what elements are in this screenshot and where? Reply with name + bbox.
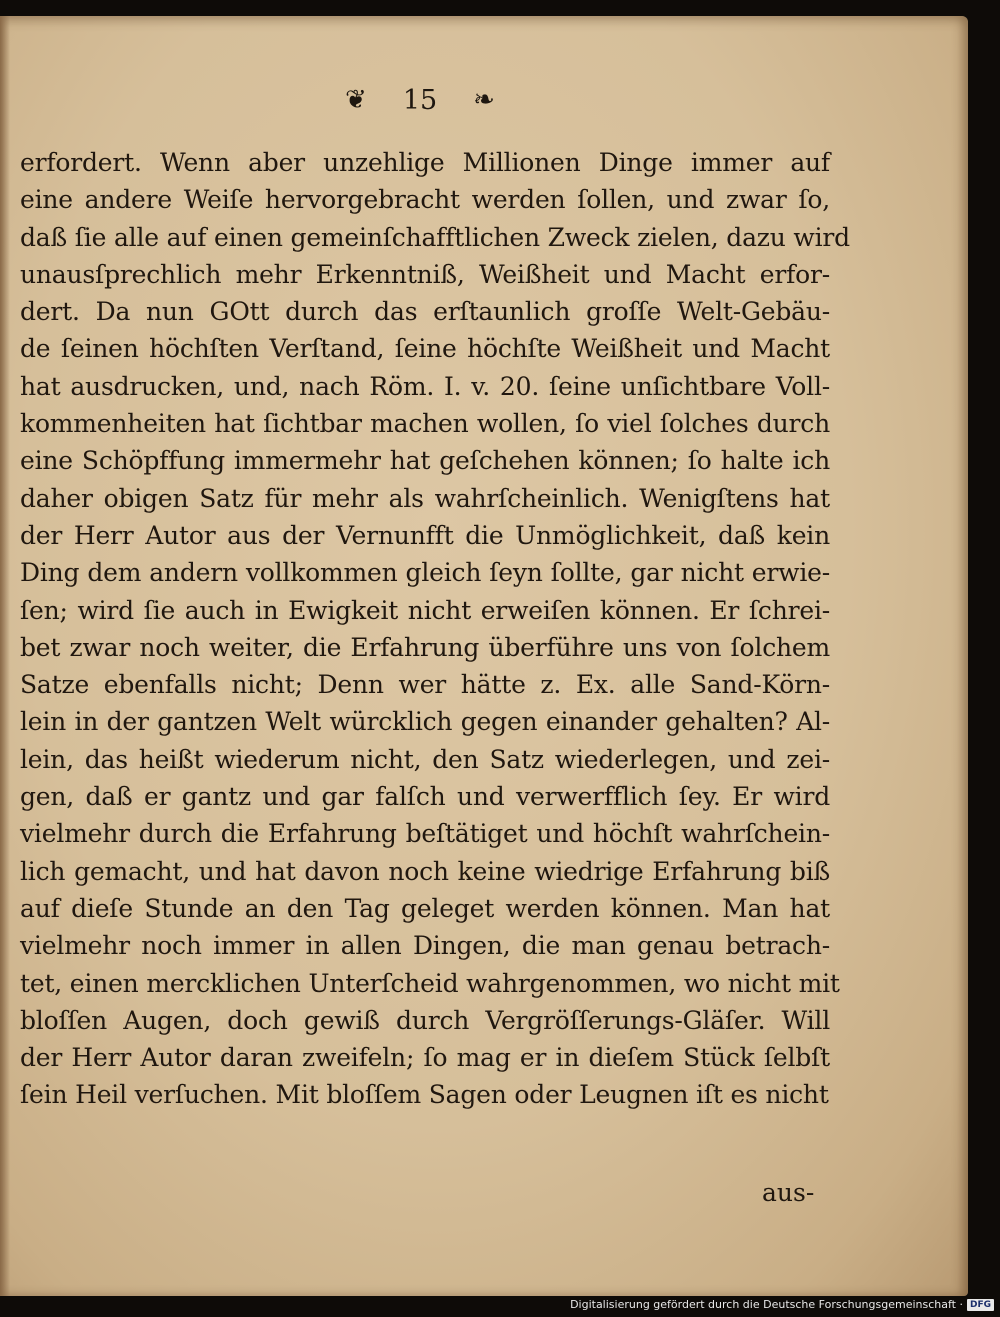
text-line: lich gemacht, und hat davon noch keine wiedrige Erfahrung biß — [20, 856, 830, 886]
digitization-credit — [570, 1298, 994, 1311]
text-line: dert. Da nun GOtt durch das erſtaunlich groſſe Welt-Gebäu- — [20, 297, 830, 327]
text-line: eine Schöpffung immermehr hat geſchehen können; ſo halte ich — [20, 446, 830, 476]
page-gutter-shadow — [0, 16, 10, 1296]
ornament-left-icon: ❦ — [345, 85, 367, 115]
catchword: aus- — [762, 1178, 815, 1207]
text-line: daß ſie alle auf einen gemeinſchafftlichen Zweck zielen, dazu wird — [20, 222, 850, 252]
text-line: ſein Heil verſuchen. Mit bloſſem Sagen oder Leugnen iſt es nicht — [20, 1080, 829, 1110]
dfg-logo-icon: DFG — [967, 1299, 994, 1311]
page-header — [300, 80, 540, 120]
text-line: gen, daß er gantz und gar falſch und verwerfflich ſey. Er wird — [20, 782, 830, 812]
text-line: der Herr Autor daran zweifeln; ſo mag er in dieſem Stück ſelbſt — [20, 1043, 830, 1073]
text-line: unausſprechlich mehr Erkenntniß, Weißheit und Macht erfor- — [20, 259, 830, 289]
text-line: bloſſen Augen, doch gewiß durch Vergröſſerungs-Gläſer. Will — [20, 1005, 830, 1035]
page-number: 15 — [402, 84, 438, 116]
text-line: ſen; wird ſie auch in Ewigkeit nicht erweiſen können. Er ſchrei- — [20, 595, 830, 625]
credit-text: Digitalisierung gefördert durch die Deutsche Forschungsgemeinschaft · — [570, 1298, 963, 1311]
text-line: Satze ebenfalls nicht; Denn wer hätte z. Ex. alle Sand-Körn- — [20, 670, 830, 700]
text-line: vielmehr durch die Erfahrung beſtätiget und höchſt wahrſchein- — [20, 819, 830, 849]
text-line: auf dieſe Stunde an den Tag geleget werden können. Man hat — [20, 893, 830, 923]
text-line: eine andere Weiſe hervorgebracht werden ſollen, und zwar ſo, — [20, 185, 830, 215]
book-page — [0, 16, 968, 1296]
body-text — [20, 144, 850, 1114]
text-line: tet, einen mercklichen Unterſcheid wahrgenommen, wo nicht mit — [20, 968, 840, 998]
text-line: lein, das heißt wiederum nicht, den Satz wiederlegen, und zei- — [20, 744, 830, 774]
text-line: erfordert. Wenn aber unzehlige Millionen Dinge immer auf — [20, 148, 830, 177]
text-line: de ſeinen höchſten Verſtand, ſeine höchſte Weißheit und Macht — [20, 334, 830, 364]
text-line: bet zwar noch weiter, die Erfahrung überführe uns von ſolchem — [20, 632, 830, 662]
text-line: hat ausdrucken, und, nach Röm. I. v. 20. ſeine unſichtbare Voll- — [20, 371, 830, 401]
text-line: kommenheiten hat ſichtbar machen wollen, ſo viel ſolches durch — [20, 409, 830, 439]
text-line: daher obigen Satz für mehr als wahrſcheinlich. Wenigſtens hat — [20, 483, 830, 513]
text-line: lein in der gantzen Welt würcklich gegen einander gehalten? Al- — [20, 707, 830, 737]
ornament-right-icon: ❧ — [473, 85, 495, 115]
text-line: der Herr Autor aus der Vernunfft die Unmöglichkeit, daß kein — [20, 520, 830, 550]
text-line: Ding dem andern vollkommen gleich ſeyn ſollte, gar nicht erwie- — [20, 558, 830, 588]
text-line: vielmehr noch immer in allen Dingen, die man genau betrach- — [20, 931, 830, 961]
